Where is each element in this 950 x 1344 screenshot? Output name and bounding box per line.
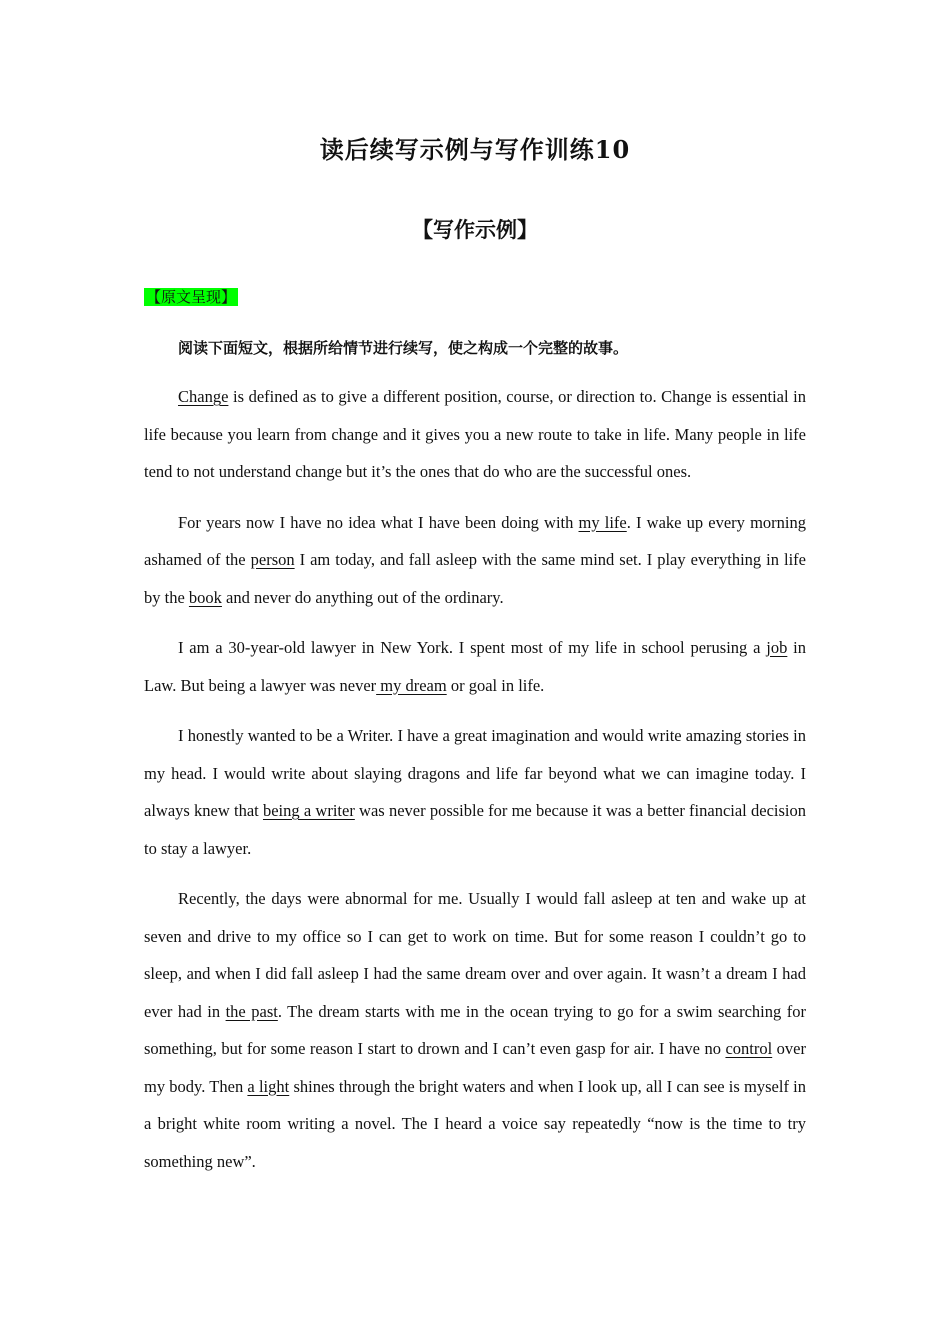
paragraph-1 <box>144 378 806 491</box>
underlined-word: person <box>250 550 295 569</box>
underlined-word: job <box>766 638 788 657</box>
paragraph-2 <box>144 504 806 617</box>
paragraph-text: shines through the bright waters and when I look up, all I can see is myself in a bright white room writing a novel. The I heard a voice say repeatedly “now is the time to try something new”. <box>144 1076 806 1171</box>
paragraph-5 <box>144 880 806 1180</box>
underlined-word: my life <box>578 512 627 532</box>
paragraph-3 <box>144 629 806 704</box>
paragraph-text: over my body. Then <box>144 1039 806 1096</box>
underlined-word: being a writer <box>262 801 355 820</box>
paragraph-text: and never do anything out of the ordinary. <box>221 587 504 607</box>
paragraph-text: or goal in life. <box>446 675 545 695</box>
passage-body <box>144 378 806 1193</box>
paragraph-text: . The dream starts with me in the ocean trying to go for a swim searching for something, but for some reason I start to drown and I can’t even gasp for air. I have no <box>144 1001 806 1058</box>
paragraph-text: I am a 30-year-old lawyer in New York. I spent most of my life in school perusing a <box>178 638 767 657</box>
section-heading: 【写作示例】 <box>412 217 538 242</box>
paragraph-text: in Law. But being a lawyer was never <box>144 638 806 695</box>
paragraph-text: I am today, and fall asleep with the same mind set. I play everything in life by the <box>144 550 806 607</box>
paragraph-4 <box>144 717 806 867</box>
underlined-word: a light <box>247 1076 290 1096</box>
underlined-word: the past <box>225 1001 278 1021</box>
paragraph-text: was never possible for me because it was a better financial decision to stay a lawyer. <box>144 801 806 858</box>
underlined-word: my dream <box>376 675 447 695</box>
underlined-word: Change <box>178 387 229 406</box>
paragraph-text: . I wake up every morning ashamed of the <box>144 512 806 569</box>
page-title: 读后续写示例与写作训练10 <box>319 135 631 164</box>
paragraph-text: For years now I have no idea what I have been doing with <box>178 512 579 532</box>
original-text-tag: 【原文呈现】 <box>146 288 237 306</box>
paragraph-text: I honestly wanted to be a Writer. I have a great imagination and would write amazing stories in my head. I would write about slaying dragons and life far beyond what we can imagine today. I always knew that <box>144 726 806 820</box>
instruction-text: 阅读下面短文，根据所给情节进行续写，使之构成一个完整的故事。 <box>178 339 629 357</box>
underlined-word: book <box>188 587 222 607</box>
underlined-word: control <box>725 1039 773 1058</box>
paragraph-text: is defined as to give a different position, course, or direction to. Change is essential in life because you learn from change and it gives you a new route to take in life. Many people in life tend to not understand change but it’s the ones that do who are the successful ones. <box>144 387 806 481</box>
paragraph-text: Recently, the days were abnormal for me. Usually I would fall asleep at ten and wake up at seven and drive to my office so I can get to work on time. But for some reason I couldn’t go to sleep, and when I did fall asleep I had the same dream over and over again. It wasn’t a dream I had ever had in <box>144 889 806 1021</box>
